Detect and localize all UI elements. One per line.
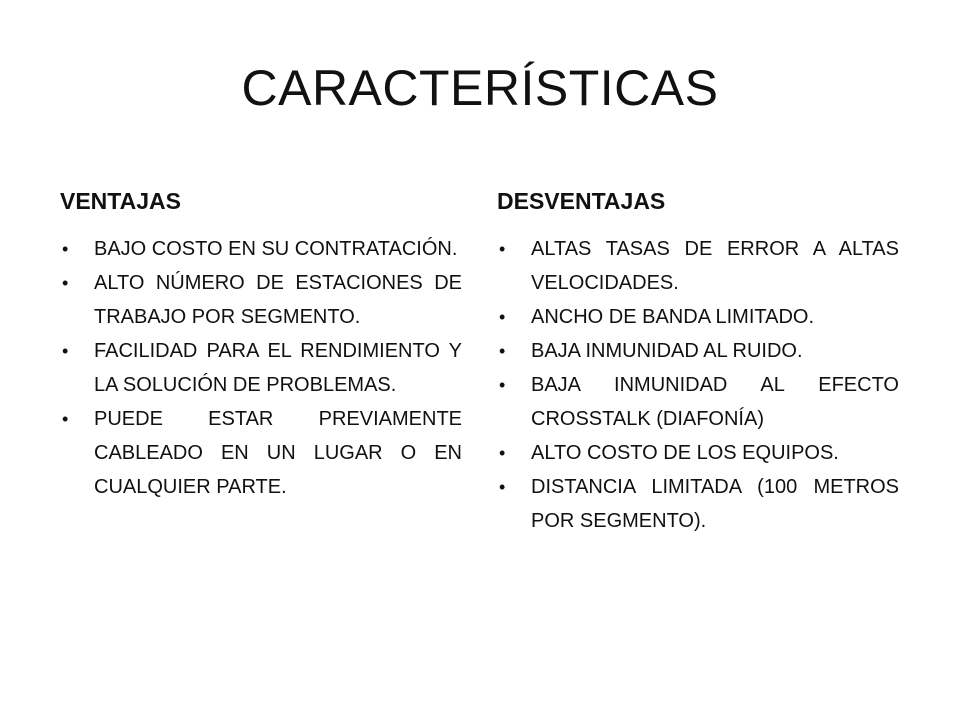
desventajas-column [497, 188, 899, 538]
bullet-icon: • [499, 374, 506, 395]
bullet-icon: • [499, 238, 506, 259]
desventajas-item [497, 300, 899, 334]
bullet-icon: • [499, 306, 506, 327]
bullet-icon: • [499, 442, 506, 463]
desventajas-list [497, 232, 899, 538]
ventajas-item [60, 334, 462, 402]
ventajas-item-text: BAJO COSTO EN SU CONTRATACIÓN. [94, 237, 458, 260]
desventajas-item [497, 470, 899, 538]
desventajas-item-text: ALTO COSTO DE LOS EQUIPOS. [531, 441, 839, 464]
desventajas-item [497, 436, 899, 470]
desventajas-item-text: ANCHO DE BANDA LIMITADO. [531, 305, 815, 328]
desventajas-item [497, 368, 899, 436]
ventajas-item-text: PUEDE ESTAR PREVIAMENTE CABLEADO EN UN LUGAR O EN CUALQUIER PARTE. [94, 407, 462, 498]
ventajas-heading: VENTAJAS [60, 188, 181, 214]
desventajas-heading: DESVENTAJAS [497, 188, 666, 214]
desventajas-item-text: ALTAS TASAS DE ERROR A ALTAS VELOCIDADES. [531, 237, 899, 294]
bullet-icon: • [62, 340, 69, 361]
ventajas-item [60, 402, 462, 504]
desventajas-item [497, 232, 899, 300]
slide-title: CARACTERÍSTICAS [241, 60, 719, 116]
ventajas-item-text: FACILIDAD PARA EL RENDIMIENTO Y LA SOLUCIÓN DE PROBLEMAS. [94, 339, 462, 396]
desventajas-item [497, 334, 899, 368]
bullet-icon: • [499, 340, 506, 361]
desventajas-item-text: BAJA INMUNIDAD AL EFECTO CROSSTALK (DIAFONÍA) [531, 373, 899, 430]
bullet-icon: • [62, 408, 69, 429]
bullet-icon: • [62, 238, 69, 259]
ventajas-item [60, 232, 462, 266]
ventajas-list [60, 232, 462, 504]
desventajas-item-text: DISTANCIA LIMITADA (100 METROS POR SEGMENTO). [531, 475, 899, 532]
ventajas-item [60, 266, 462, 334]
ventajas-item-text: ALTO NÚMERO DE ESTACIONES DE TRABAJO POR SEGMENTO. [94, 271, 462, 328]
desventajas-item-text: BAJA INMUNIDAD AL RUIDO. [531, 339, 803, 362]
bullet-icon: • [499, 476, 506, 497]
bullet-icon: • [62, 272, 69, 293]
ventajas-column [60, 188, 462, 504]
